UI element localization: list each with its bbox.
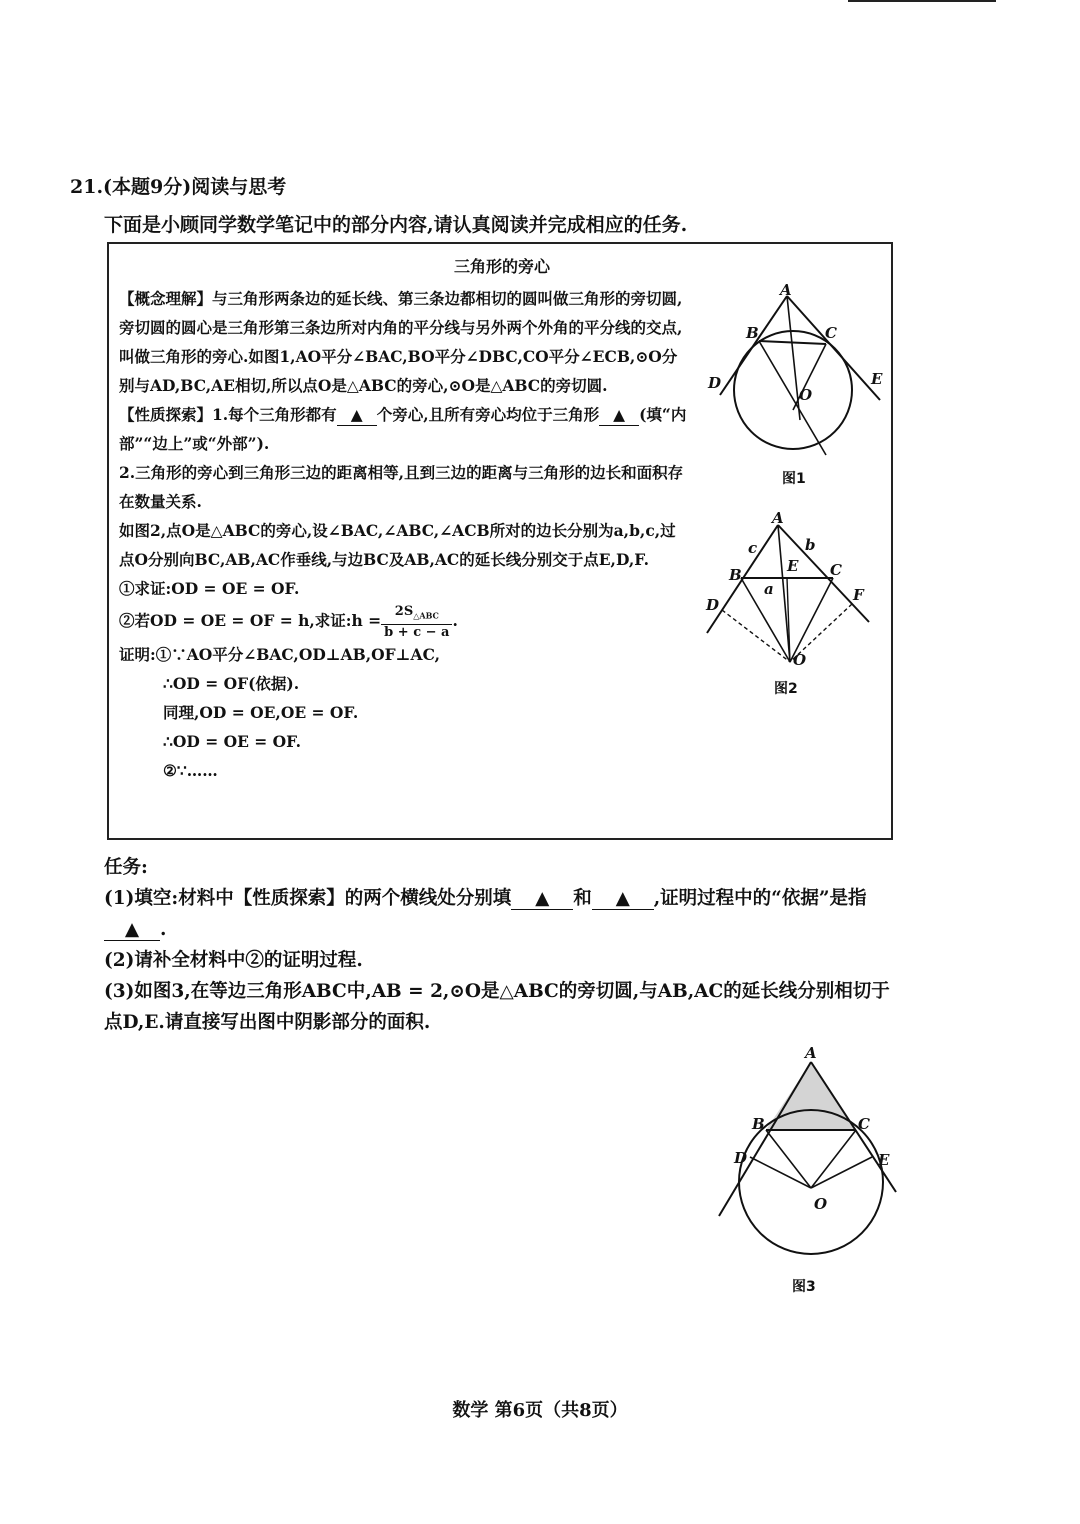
proof-line-5: ②∵…… [163,760,218,780]
claim-1: ①求证:OD = OE = OF. [119,579,300,598]
task-blank-2[interactable]: ▲ [592,889,654,910]
task-1: (1)填空:材料中【性质探索】的两个横线处分别填 ▲ 和 ▲ ,证明过程中的“依据”是指▲ . [104,888,867,940]
svg-text:B: B [729,566,742,584]
svg-text:E: E [871,370,883,388]
svg-text:A: A [772,509,784,527]
note-body [119,284,691,785]
svg-text:D: D [706,596,720,614]
answer-blank-1[interactable]: ▲ [337,405,377,426]
task-3: (3)如图3,在等边三角形ABC中,AB = 2,⊙O是△ABC的旁切圆,与AB,AC的延长线分别相切于点D,E.请直接写出图中阴影部分的面积. [104,981,890,1033]
property-2: 2.三角形的旁心到三角形三边的距离相等,且到三边的距离与三角形的边长和面积存在数量关系. [119,463,684,511]
tasks-section [104,852,904,1038]
svg-text:O: O [814,1195,828,1213]
svg-text:C: C [825,324,837,342]
svg-text:A: A [780,281,792,299]
question-title: 21.(本题9分)阅读与思考 [70,176,287,198]
figure-2-caption: 图2 [774,681,798,697]
formula-fraction: $\frac{2S_{\triangle ABC}}{b + c - a}$ [381,604,452,640]
svg-text:D: D [708,374,722,392]
svg-text:F: F [853,586,864,604]
svg-text:E: E [878,1151,890,1169]
svg-text:B: B [746,324,759,342]
property-2-setup: 如图2,点O是△ABC的旁心,设∠BAC,∠ABC,∠ACB所对的边长分别为a,b,c,过点O分别向BC,AB,AC作垂线,与边BC及AB,AC的延长线分别交于点E,D,F. [119,521,676,569]
proof-line-4: ∴OD = OE = OF. [163,731,302,751]
answer-blank-2[interactable]: ▲ [599,405,639,426]
svg-text:O: O [799,386,813,404]
figure-2 [700,506,890,702]
figure-3-caption: 图3 [792,1279,816,1295]
figure-3 [706,1040,906,1302]
page-footer: 数学 第6页（共8页） [452,1400,628,1421]
claim-2: ②若OD = OE = OF = h,求证:h = $\frac{2S_{\triangle ABC}}{b + c - a}$ . [119,604,458,640]
svg-text:A: A [805,1044,817,1062]
svg-text:C: C [830,561,842,579]
tasks-heading: 任务: [104,857,148,878]
task-blank-3[interactable]: ▲ [104,920,160,941]
concept-paragraph: 【概念理解】与三角形两条边的延长线、第三条边都相切的圆叫做三角形的旁切圆,旁切圆的圆心是三角形第三条边所对内角的平分线与另外两个外角的平分线的交点,叫做三角形的旁心.如图1,AO平分∠BAC,BO平分∠DBC,CO平分∠ECB,⊙O分别与AD,BC,AE相切,所以点O是△ABC的旁心,⊙O是△ABC的旁切圆. [119,289,683,395]
svg-text:D: D [734,1149,748,1167]
task-2: (2)请补全材料中②的证明过程. [104,950,363,971]
task-blank-1[interactable]: ▲ [511,889,573,910]
note-title: 三角形的旁心 [453,257,550,276]
svg-text:a: a [764,580,774,598]
question-intro: 下面是小顾同学数学笔记中的部分内容,请认真阅读并完成相应的任务. [104,214,688,236]
svg-text:B: B [752,1115,765,1133]
svg-text:b: b [805,536,816,554]
svg-text:E: E [787,557,799,575]
proof-line-1: 证明:①∵AO平分∠BAC,OD⊥AB,OF⊥AC, [119,644,441,664]
svg-text:O: O [793,651,807,669]
shaded-region [766,1062,856,1130]
figure-1-caption: 图1 [782,471,806,487]
svg-text:C: C [858,1115,870,1133]
property-1: 【性质探索】1.每个三角形都有 ▲ 个旁心,且所有旁心均位于三角形 ▲ (填“内部”“边上”或“外部”). [119,405,687,453]
proof-line-2: ∴OD = OF(依据). [163,673,300,693]
figure-1 [700,276,890,496]
top-rule [848,0,996,2]
proof-line-3: 同理,OD = OE,OE = OF. [163,702,359,722]
svg-text:c: c [748,539,758,557]
